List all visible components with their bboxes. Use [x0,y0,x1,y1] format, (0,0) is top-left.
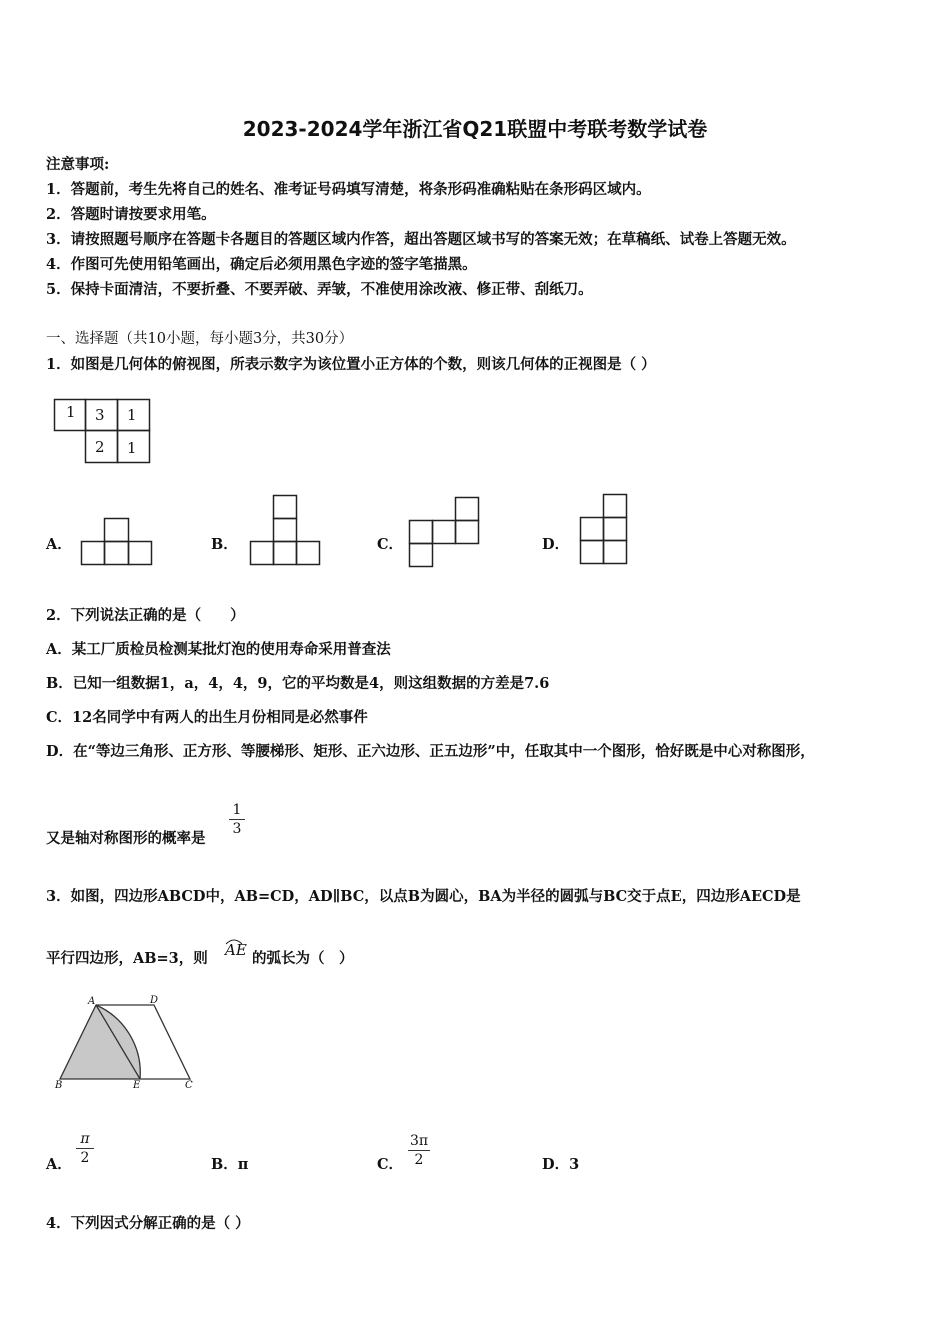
grid-number: 1 [127,439,137,457]
point-b-label: B [55,1080,63,1091]
point-a-label: A [88,996,96,1007]
option-a-label: A． [46,536,72,553]
question-3-stem-line2-pre: 平行四边形，AB=3，则 [46,950,208,967]
option-a-figure [81,518,155,568]
question-3-option-d: D．3 [542,1156,580,1173]
fraction-pi-over-2 [76,1131,94,1166]
question-3-option-c: C． [377,1156,404,1173]
section-heading: 一、选择题（共10小题，每小题3分，共30分） [46,331,354,347]
question-2-option-c: C．12名同学中有两人的出生月份相同是必然事件 [46,709,368,726]
point-d-label: D [150,995,159,1006]
notice-item: 2．答题时请按要求用笔。 [46,206,216,223]
question-3-figure [50,994,210,1094]
fraction-numerator: π [80,1131,90,1147]
point-c-label: C [185,1080,193,1091]
question-2-option-d-line1: D．在“等边三角形、正方形、等腰梯形、矩形、正六边形、正五边形”中，任取其中一个图形，恰好既是中心对称图形， [46,743,815,760]
fraction-one-third [229,802,245,837]
question-3-option-a: A． [46,1156,72,1173]
option-b-figure [250,495,324,568]
fraction-denominator: 3 [232,821,242,837]
question-2-stem: 2．下列说法正确的是（ ） [46,607,245,624]
question-3-stem-line2-post: 的弧长为（ ） [252,950,354,967]
notice-item: 1．答题前，考生先将自己的姓名、准考证号码填写清楚，将条形码准确粘贴在条形码区域内。 [46,181,651,198]
question-3-option-b: B．π [211,1156,249,1173]
notice-item: 4．作图可先使用铅笔画出，确定后必须用黑色字迹的签字笔描黑。 [46,256,477,273]
notice-heading: 注意事项: [46,156,110,173]
question-1-stem: 1．如图是几何体的俯视图，所表示数字为该位置小正方体的个数，则该几何体的正视图是（ ） [46,356,656,373]
fraction-denominator: 2 [80,1150,90,1166]
arc-ae-label: AE [225,941,247,959]
option-d-figure [580,494,632,567]
arc-symbol [224,938,244,946]
question-2-option-b: B．已知一组数据1，a，4，4，9，它的平均数是4，则这组数据的方差是7.6 [46,675,550,692]
option-d-label: D． [542,536,570,553]
fraction-3pi-over-2 [408,1133,430,1168]
notice-item: 3．请按照题号顺序在答题卡各题目的答题区域内作答，超出答题区域书写的答案无效；在草稿纸、试卷上答题无效。 [46,231,796,248]
question-3-stem-line1: 3．如图，四边形ABCD中，AB=CD，AD∥BC，以点B为圆心，BA为半径的圆弧与BC交于点E，四边形AECD是 [46,888,801,905]
grid-number: 1 [127,406,137,424]
grid-number: 3 [95,406,105,424]
page-title: 2023-2024学年浙江省Q21联盟中考联考数学试卷 [242,117,708,141]
option-c-figure [409,497,483,570]
option-c-label: C． [377,536,404,553]
fraction-numerator: 1 [232,802,242,818]
notice-item: 5．保持卡面清洁，不要折叠、不要弄破、弄皱，不准使用涂改液、修正带、刮纸刀。 [46,281,593,298]
option-b-label: B． [211,536,238,553]
question-4-stem: 4．下列因式分解正确的是（ ） [46,1215,250,1232]
question-2-option-d-line2: 又是轴对称图形的概率是 [46,830,206,847]
fraction-numerator: 3π [409,1133,429,1149]
question-2-option-a: A．某工厂质检员检测某批灯泡的使用寿命采用普查法 [46,641,391,658]
point-e-label: E [133,1080,141,1091]
grid-number: 2 [95,438,105,456]
grid-number: 1 [66,403,76,421]
fraction-denominator: 2 [414,1152,424,1168]
